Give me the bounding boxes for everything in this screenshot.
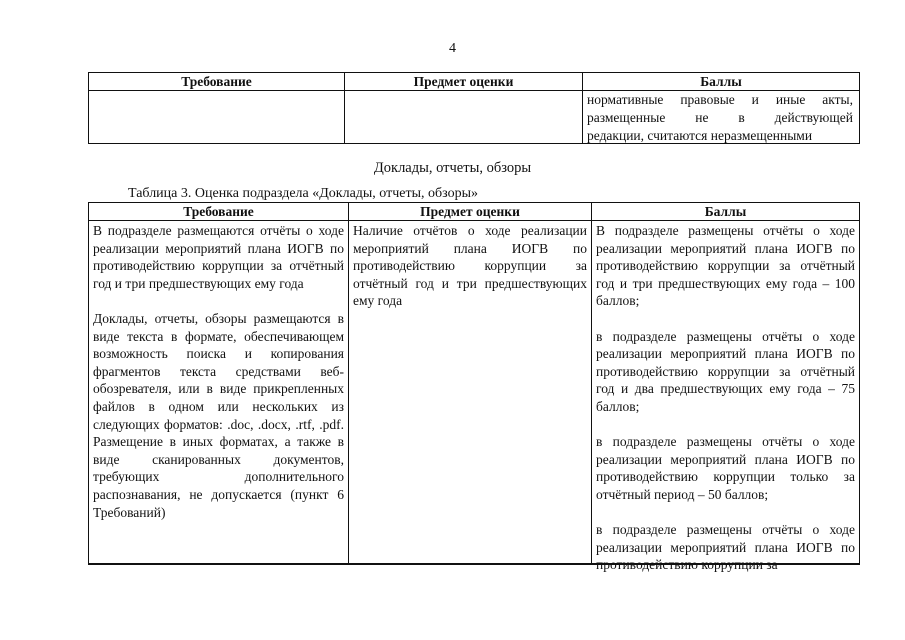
page-number: 4 (449, 41, 456, 56)
points-line: редакции, считаются неразмещенными (587, 128, 813, 143)
column-subject (349, 222, 591, 310)
points-paragraph: в подразделе размещены отчёты о ходе реализации мероприятий плана ИОГВ по противодействию коррупции за (596, 522, 855, 573)
header-requirement: Требование (181, 74, 252, 89)
table-3 (88, 202, 860, 573)
cell-points (583, 91, 857, 145)
subject-paragraph: Наличие отчётов о ходе реализации мероприятий плана ИОГВ по противодействию коррупции за отчётный год и три предшествующих ему года (353, 223, 587, 309)
requirement-paragraph: В подразделе размещаются отчёты о ходе реализации мероприятий плана ИОГВ по противодействию коррупции за отчётный год и три предшествующих ему года (93, 223, 344, 291)
section-title: Доклады, отчеты, обзоры (373, 160, 532, 176)
continued-table (88, 72, 860, 144)
column-points (592, 222, 859, 574)
header-points: Баллы (704, 204, 747, 219)
header-requirement: Требование (183, 204, 254, 219)
points-paragraph: в подразделе размещены отчёты о ходе реализации мероприятий плана ИОГВ по противодействию коррупции за отчётный год и два предшествующих ему года – 75 баллов; (596, 328, 855, 414)
column-requirement (89, 222, 348, 521)
header-points: Баллы (700, 74, 742, 89)
points-paragraph: В подразделе размещены отчёты о ходе реализации мероприятий плана ИОГВ по противодействию коррупции за отчётный год и три предшествующих ему года – 100 баллов; (596, 223, 855, 309)
points-line: нормативные правовые и иные акты, (587, 92, 853, 107)
header-subject: Предмет оценки (413, 74, 514, 89)
requirement-paragraph: Доклады, отчеты, обзоры размещаются в виде текста в формате, обеспечивающем возможность поиска и копирования фрагментов текста средствами веб-обозревателя, или в виде прикрепленных файлов в одном или нескольких из следующих форматов: .doc, .docx, .rtf, .pdf. Размещение в иных форматах, а также в виде сканированных документов, требующих дополнительного распознавания, не допускается (пункт 6 Требований) (93, 310, 344, 520)
header-subject: Предмет оценки (420, 204, 520, 219)
points-paragraph: в подразделе размещены отчёты о ходе реализации мероприятий плана ИОГВ по противодействию коррупции только за отчётный период – 50 баллов; (596, 434, 855, 502)
table-caption: Таблица 3. Оценка подраздела «Доклады, отчеты, обзоры» (128, 186, 478, 201)
points-line: размещенные не в действующей (587, 110, 853, 125)
header-divider (89, 220, 859, 221)
